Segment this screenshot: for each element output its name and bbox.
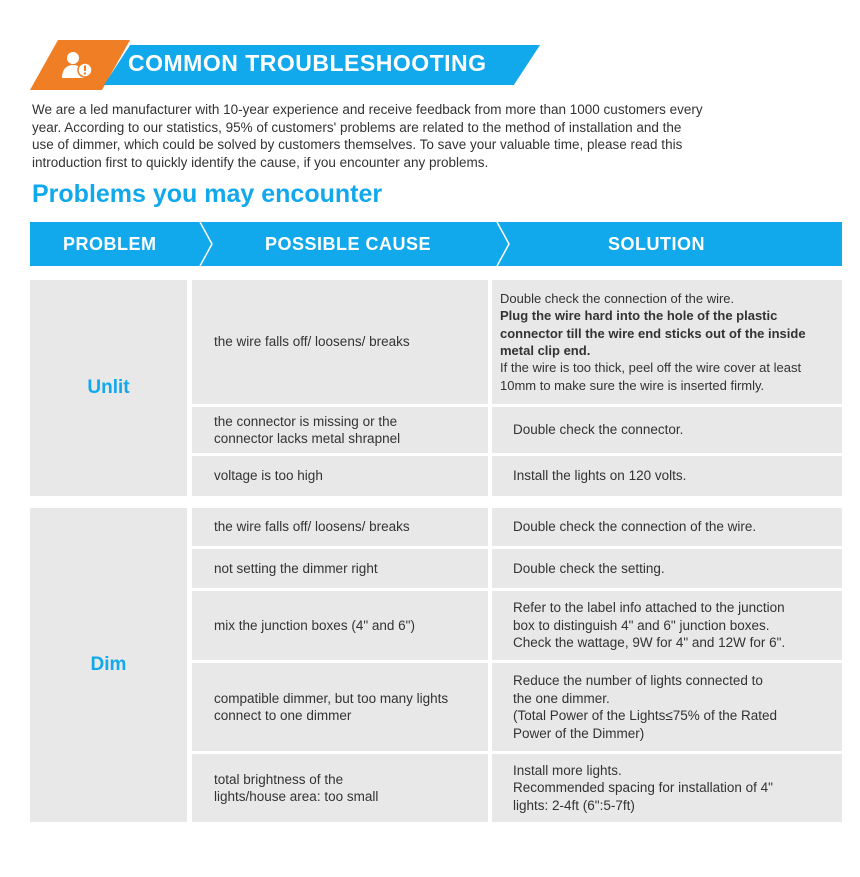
- cause-cell: [192, 549, 488, 588]
- solution-cell: [492, 407, 842, 453]
- solution-text: Double check the connector.: [513, 422, 684, 438]
- solution-cell: [492, 456, 842, 496]
- column-header-solution: SOLUTION: [608, 234, 705, 254]
- intro-line: We are a led manufacturer with 10-year experience and receive feedback from more than 1000 customers every: [32, 102, 703, 117]
- cause-line: the connector is missing or the: [214, 413, 398, 429]
- solution-text: [500, 290, 806, 394]
- header-banner: [30, 40, 540, 90]
- solution-line-bold: connector till the wire end sticks out of the inside: [500, 325, 806, 341]
- solution-line: lights: 2-4ft (6":5-7ft): [513, 797, 635, 813]
- cause-cell: [192, 663, 488, 751]
- solution-line: Reduce the number of lights connected to: [513, 673, 763, 688]
- cause-line: total brightness of the: [214, 771, 344, 787]
- problem-label: Dim: [90, 654, 127, 676]
- solution-line: 10mm to make sure the wire is inserted firmly.: [500, 377, 765, 393]
- solution-line-bold: metal clip end.: [500, 343, 591, 358]
- solution-line: Power of the Dimmer): [513, 725, 645, 741]
- cause-text: [214, 413, 400, 448]
- cause-text: [214, 690, 448, 725]
- solution-cell: [492, 754, 842, 822]
- solution-text: [513, 762, 773, 815]
- cause-text: voltage is too high: [214, 468, 323, 484]
- problem-cell-dim: [30, 508, 187, 822]
- section-title: Problems you may encounter: [32, 180, 383, 208]
- cause-cell: [192, 280, 488, 404]
- cause-cell: [192, 591, 488, 660]
- solution-cell: [492, 591, 842, 660]
- chevron-right-icon: [495, 222, 511, 266]
- cause-text: not setting the dimmer right: [214, 560, 378, 576]
- cause-text: the wire falls off/ loosens/ breaks: [214, 334, 410, 350]
- cause-cell: [192, 508, 488, 546]
- cause-line: connect to one dimmer: [214, 708, 352, 723]
- solution-text: Double check the setting.: [513, 560, 665, 576]
- solution-line: Install more lights.: [513, 762, 622, 778]
- solution-text: [513, 672, 777, 742]
- cause-cell: [192, 754, 488, 822]
- cause-line: compatible dimmer, but too many lights: [214, 690, 449, 706]
- solution-line: (Total Power of the Lights≤75% of the Rated: [513, 708, 778, 723]
- cause-cell: [192, 407, 488, 453]
- solution-cell: [492, 549, 842, 588]
- cause-cell: [192, 456, 488, 496]
- solution-cell: [492, 508, 842, 546]
- column-header-problem: PROBLEM: [63, 234, 157, 254]
- cause-text: [214, 771, 378, 806]
- cause-text: mix the junction boxes (4" and 6"): [214, 617, 415, 633]
- solution-line: Refer to the label info attached to the junction: [513, 600, 785, 616]
- solution-line: Check the wattage, 9W for 4" and 12W for 6".: [513, 635, 786, 651]
- solution-cell: [492, 663, 842, 751]
- solution-line: Recommended spacing for installation of 4": [513, 780, 773, 796]
- intro-line: introduction first to quickly identify the cause, if you encounter any problems.: [32, 154, 489, 170]
- cause-line: connector lacks metal shrapnel: [214, 431, 401, 446]
- user-alert-icon: [60, 50, 94, 80]
- page-title: COMMON TROUBLESHOOTING: [128, 50, 487, 76]
- solution-text: Double check the connection of the wire.: [513, 519, 757, 535]
- intro-line: year. According to our statistics, 95% of customers' problems are related to the method of installation and the: [32, 119, 682, 135]
- cause-line: lights/house area: too small: [214, 789, 379, 804]
- solution-cell: [492, 280, 842, 404]
- solution-text: [513, 599, 785, 652]
- solution-line: the one dimmer.: [513, 690, 610, 706]
- chevron-right-icon: [198, 222, 214, 266]
- problem-cell-unlit: [30, 280, 187, 496]
- solution-line: box to distinguish 4" and 6" junction boxes.: [513, 617, 770, 633]
- column-header-bar: [30, 222, 842, 266]
- solution-line: If the wire is too thick, peel off the wire cover at least: [500, 360, 802, 376]
- cause-text: the wire falls off/ loosens/ breaks: [214, 519, 410, 535]
- solution-line-bold: Plug the wire hard into the hole of the plastic: [500, 308, 778, 324]
- intro-paragraph: [32, 101, 812, 171]
- solution-line: Double check the connection of the wire.: [500, 291, 735, 307]
- solution-text: Install the lights on 120 volts.: [513, 468, 687, 484]
- intro-line: use of dimmer, which could be solved by customers themselves. To save your valuable time, please read this: [32, 137, 683, 152]
- problem-label: Unlit: [87, 377, 130, 399]
- column-header-cause: POSSIBLE CAUSE: [265, 234, 432, 254]
